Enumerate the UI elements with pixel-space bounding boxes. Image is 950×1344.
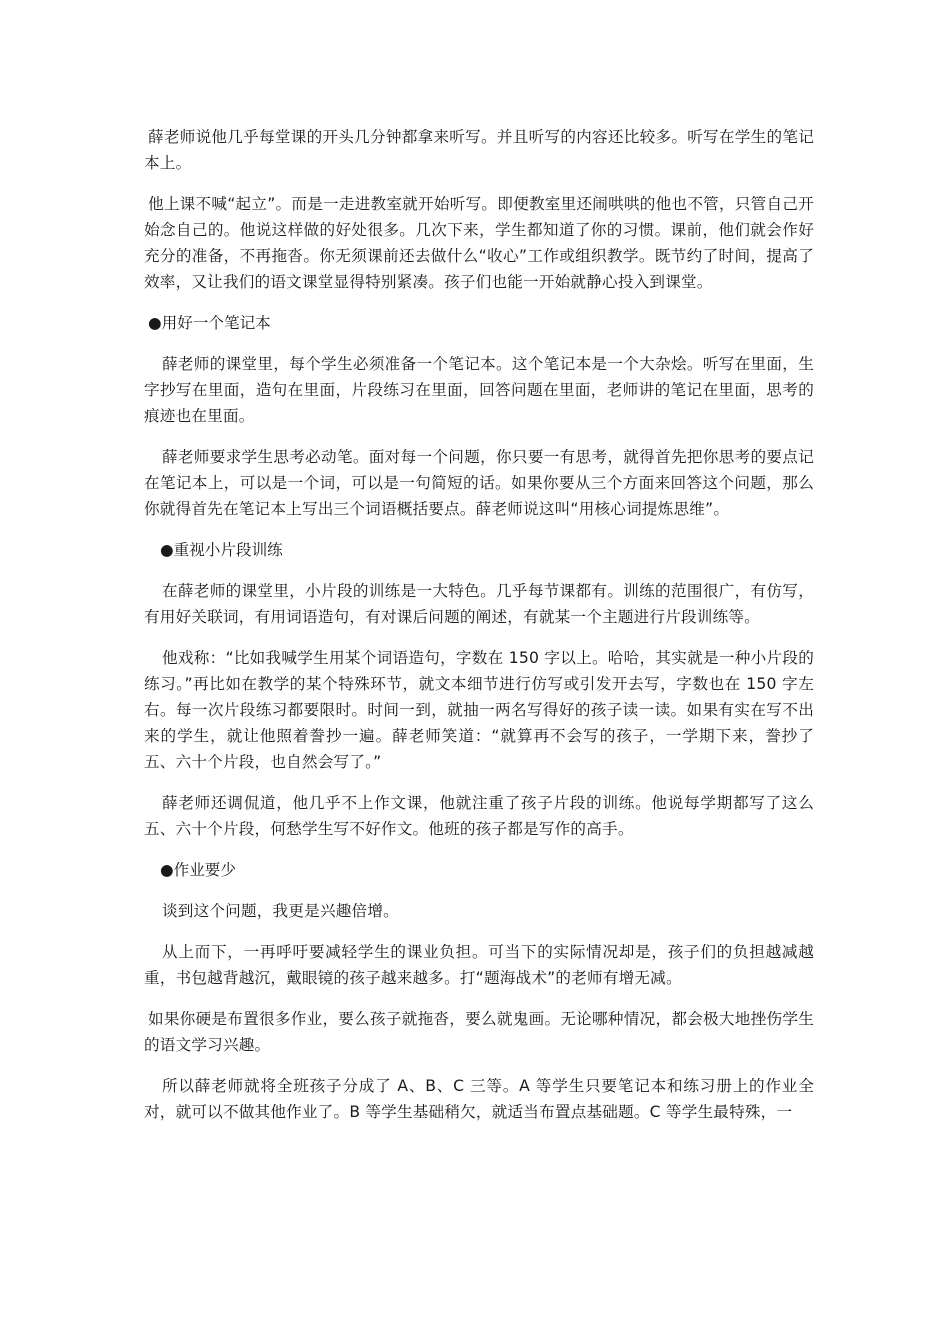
section-heading: ●作业要少 <box>160 861 236 879</box>
paragraph: 他戏称：“比如我喊学生用某个词语造句，字数在 150 字以上。哈哈，其实就是一种小片段的练习。”再比如在教学的某个特殊环节，就文本细节进行仿写或引发开去写，字数也在 150 字左右。每一次片段练习都要限时。时间一到，就抽一两名写得好的孩子读一读。如果有实在写不出来的学生，就让他照着誊抄一遍。薛老师笑道：“就算再不会写的孩子，一学期下来，誊抄了五、六十个片段，也自然会写了。” <box>144 649 814 771</box>
section-heading: ●用好一个笔记本 <box>148 314 271 332</box>
paragraph: 在薛老师的课堂里，小片段的训练是一大特色。几乎每节课都有。训练的范围很广，有仿写，有用好关联词，有用词语造句，有对课后问题的阐述，有就某一个主题进行片段训练等。 <box>144 582 814 626</box>
document-body <box>144 124 814 1125</box>
paragraph: 薛老师要求学生思考必动笔。面对每一个问题，你只要一有思考，就得首先把你思考的要点记在笔记本上，可以是一个词，可以是一句简短的话。如果你要从三个方面来回答这个问题，那么你就得首先在笔记本上写出三个词语概括要点。薛老师说这叫“用核心词提炼思维”。 <box>144 448 814 518</box>
section-heading: ●重视小片段训练 <box>160 541 283 559</box>
paragraph: 从上而下，一再呼吁要减轻学生的课业负担。可当下的实际情况却是，孩子们的负担越减越重，书包越背越沉，戴眼镜的孩子越来越多。打“题海战术”的老师有增无减。 <box>144 943 814 987</box>
paragraph: 如果你硬是布置很多作业，要么孩子就拖沓，要么就鬼画。无论哪种情况，都会极大地挫伤学生的语文学习兴趣。 <box>144 1010 814 1054</box>
paragraph: 薛老师说他几乎每堂课的开头几分钟都拿来听写。并且听写的内容还比较多。听写在学生的笔记本上。 <box>144 128 814 172</box>
paragraph: 所以薛老师就将全班孩子分成了 A、B、C 三等。A 等学生只要笔记本和练习册上的作业全对，就可以不做其他作业了。B 等学生基础稍欠，就适当布置点基础题。C 等学生最特殊，一 <box>144 1077 814 1121</box>
paragraph: 薛老师的课堂里，每个学生必须准备一个笔记本。这个笔记本是一个大杂烩。听写在里面，生字抄写在里面，造句在里面，片段练习在里面，回答问题在里面，老师讲的笔记在里面，思考的痕迹也在里面。 <box>144 355 814 425</box>
paragraph: 薛老师还调侃道，他几乎不上作文课，他就注重了孩子片段的训练。他说每学期都写了这么五、六十个片段，何愁学生写不好作文。他班的孩子都是写作的高手。 <box>144 794 814 838</box>
paragraph: 谈到这个问题，我更是兴趣倍增。 <box>162 902 399 920</box>
paragraph: 他上课不喊“起立”。而是一走进教室就开始听写。即便教室里还闹哄哄的他也不管，只管自己开始念自己的。他说这样做的好处很多。几次下来，学生都知道了你的习惯。课前，他们就会作好充分的准备，不再拖沓。你无须课前还去做什么“收心”工作或组织教学。既节约了时间，提高了效率，又让我们的语文课堂显得特别紧凑。孩子们也能一开始就静心投入到课堂。 <box>144 195 814 291</box>
